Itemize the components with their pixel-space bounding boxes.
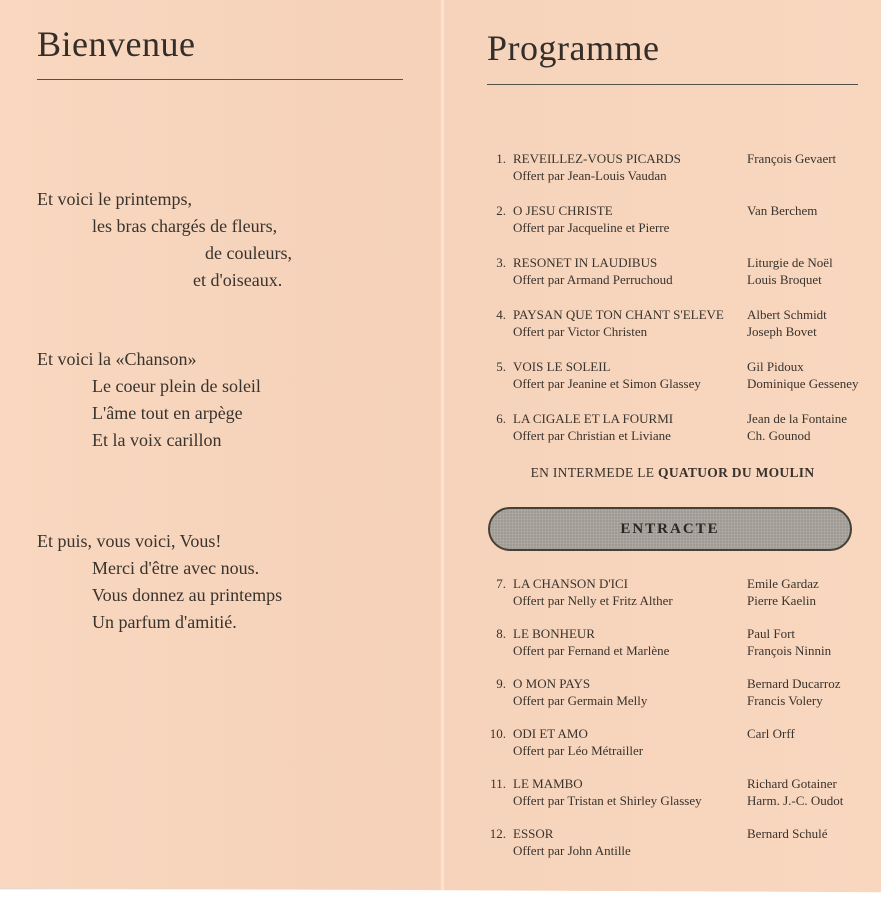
item-arranger: Joseph Bovet bbox=[747, 324, 817, 339]
poem-line: Le coeur plein de soleil bbox=[92, 376, 261, 396]
programme-item bbox=[487, 775, 858, 825]
poem-line: et d'oiseaux. bbox=[193, 270, 283, 290]
item-title: REVEILLEZ-VOUS PICARDS bbox=[513, 151, 681, 166]
item-composer: François Gevaert bbox=[747, 151, 837, 166]
item-title: LA CIGALE ET LA FOURMI bbox=[513, 411, 674, 426]
item-number: 8. bbox=[496, 626, 506, 641]
item-title: ESSOR bbox=[513, 826, 554, 841]
programme-item bbox=[487, 575, 858, 625]
item-title: ODI ET AMO bbox=[513, 726, 588, 741]
programme-item bbox=[487, 675, 858, 725]
poem-line: de couleurs, bbox=[205, 243, 292, 263]
title-divider-rule bbox=[37, 79, 403, 80]
item-number: 9. bbox=[496, 676, 506, 691]
entracte-label: ENTRACTE bbox=[620, 521, 720, 537]
page-title-bienvenue: Bienvenue bbox=[37, 24, 196, 64]
item-composer: Gil Pidoux bbox=[747, 359, 804, 374]
item-number: 7. bbox=[496, 576, 506, 591]
item-arranger: Francis Volery bbox=[747, 693, 823, 708]
item-composer: Emile Gardaz bbox=[747, 576, 819, 591]
item-title: O JESU CHRISTE bbox=[513, 203, 613, 218]
item-dedication: Offert par John Antille bbox=[513, 843, 631, 858]
item-number: 12. bbox=[489, 826, 506, 841]
item-title: RESONET IN LAUDIBUS bbox=[513, 255, 658, 270]
item-composer: Jean de la Fontaine bbox=[747, 411, 847, 426]
entracte-banner bbox=[488, 507, 852, 551]
item-dedication: Offert par Tristan et Shirley Glassey bbox=[513, 793, 702, 808]
item-number: 1. bbox=[496, 151, 506, 166]
item-arranger: François Ninnin bbox=[747, 643, 832, 658]
programme-items-first-half bbox=[487, 150, 858, 462]
poem-line: Et puis, vous voici, Vous! bbox=[37, 531, 222, 551]
item-dedication: Offert par Germain Melly bbox=[513, 693, 648, 708]
programme-item bbox=[487, 150, 858, 202]
poem-line: Vous donnez au printemps bbox=[92, 585, 283, 605]
programme-item bbox=[487, 254, 858, 306]
poem-line: L'âme tout en arpège bbox=[92, 403, 243, 423]
item-arranger: Dominique Gesseney bbox=[747, 376, 859, 391]
item-composer: Liturgie de Noël bbox=[747, 255, 833, 270]
programme-item bbox=[487, 410, 858, 462]
item-composer: Albert Schmidt bbox=[747, 307, 827, 322]
item-composer: Paul Fort bbox=[747, 626, 796, 641]
programme-item bbox=[487, 725, 858, 775]
title-divider-rule bbox=[487, 84, 858, 85]
item-title: LA CHANSON D'ICI bbox=[513, 576, 629, 591]
item-dedication: Offert par Fernand et Marlène bbox=[513, 643, 670, 658]
item-number: 2. bbox=[496, 203, 506, 218]
poem-line: Et la voix carillon bbox=[92, 430, 222, 450]
item-number: 10. bbox=[489, 726, 506, 741]
item-title: LE MAMBO bbox=[513, 776, 583, 791]
programme-item bbox=[487, 825, 858, 875]
poem-stanza-2 bbox=[37, 346, 427, 454]
item-arranger: Pierre Kaelin bbox=[747, 593, 816, 608]
interlude-ensemble-name: QUATUOR DU MOULIN bbox=[658, 465, 815, 480]
item-dedication: Offert par Jacqueline et Pierre bbox=[513, 220, 670, 235]
item-number: 6. bbox=[496, 411, 506, 426]
item-dedication: Offert par Christian et Liviane bbox=[513, 428, 671, 443]
interlude-note bbox=[487, 465, 858, 481]
item-title: LE BONHEUR bbox=[513, 626, 595, 641]
item-number: 3. bbox=[496, 255, 506, 270]
programme-items-second-half bbox=[487, 575, 858, 875]
item-number: 11. bbox=[490, 776, 506, 791]
item-composer: Carl Orff bbox=[747, 726, 795, 741]
programme-item bbox=[487, 306, 858, 358]
item-title: O MON PAYS bbox=[513, 676, 591, 691]
poem-line: Et voici le printemps, bbox=[37, 189, 192, 209]
poem-line: Un parfum d'amitié. bbox=[92, 612, 237, 632]
item-dedication: Offert par Jeanine et Simon Glassey bbox=[513, 376, 701, 391]
item-arranger: Louis Broquet bbox=[747, 272, 822, 287]
poem-stanza-1 bbox=[37, 186, 427, 294]
item-dedication: Offert par Léo Métrailler bbox=[513, 743, 644, 758]
interlude-prefix: EN INTERMEDE LE bbox=[530, 465, 659, 480]
item-number: 4. bbox=[496, 307, 506, 322]
item-dedication: Offert par Armand Perruchoud bbox=[513, 272, 673, 287]
item-arranger: Ch. Gounod bbox=[747, 428, 811, 443]
poem-stanza-3 bbox=[37, 528, 427, 636]
center-fold bbox=[441, 0, 444, 897]
item-dedication: Offert par Nelly et Fritz Alther bbox=[513, 593, 673, 608]
item-composer: Bernard Schulé bbox=[747, 826, 828, 841]
item-title: VOIS LE SOLEIL bbox=[513, 359, 611, 374]
item-dedication: Offert par Jean-Louis Vaudan bbox=[513, 168, 667, 183]
item-arranger: Harm. J.-C. Oudot bbox=[747, 793, 844, 808]
item-title: PAYSAN QUE TON CHANT S'ELEVE bbox=[513, 307, 724, 322]
programme-item bbox=[487, 202, 858, 254]
page-title-programme: Programme bbox=[487, 28, 660, 68]
programme-item bbox=[487, 358, 858, 410]
programme-item bbox=[487, 625, 858, 675]
poem-line: Merci d'être avec nous. bbox=[92, 558, 260, 578]
item-composer: Bernard Ducarroz bbox=[747, 676, 841, 691]
item-composer: Van Berchem bbox=[747, 203, 818, 218]
item-number: 5. bbox=[496, 359, 506, 374]
item-composer: Richard Gotainer bbox=[747, 776, 837, 791]
poem-line: les bras chargés de fleurs, bbox=[92, 216, 278, 236]
poem-line: Et voici la «Chanson» bbox=[37, 349, 197, 369]
item-dedication: Offert par Victor Christen bbox=[513, 324, 648, 339]
